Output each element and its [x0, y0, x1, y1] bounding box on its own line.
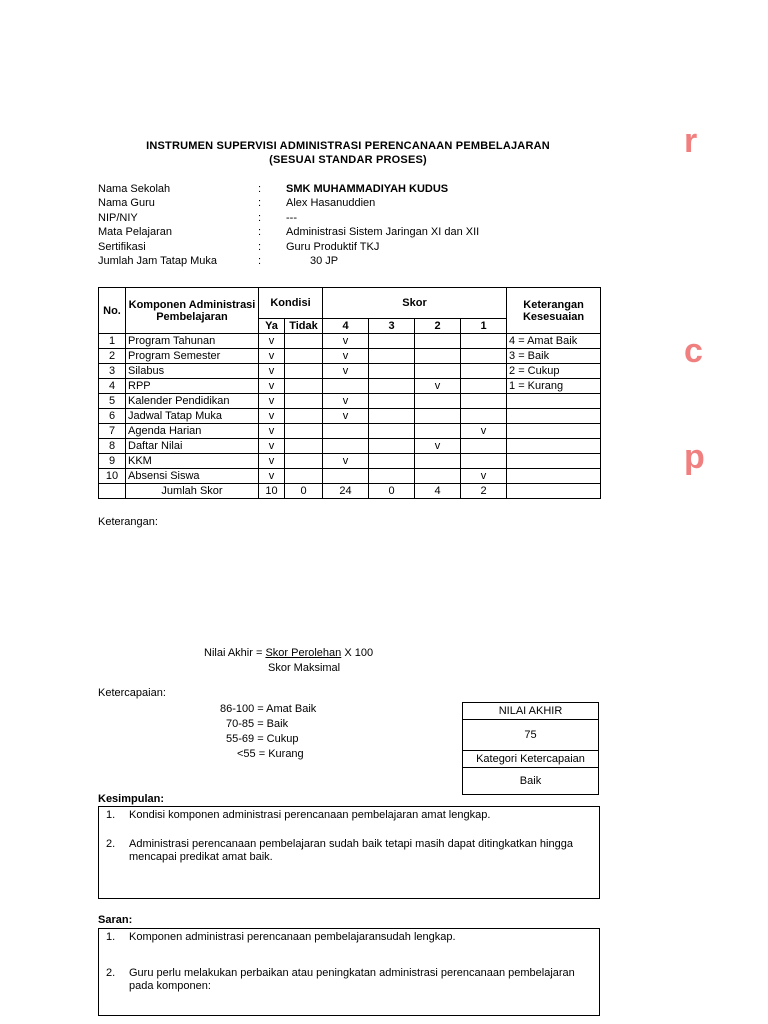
- row-skor-2: [415, 424, 461, 439]
- row-skor-2: v: [415, 379, 461, 394]
- row-tidak: [285, 424, 323, 439]
- row-keterangan: 3 = Baik: [507, 349, 601, 364]
- saran-box: [98, 928, 600, 1016]
- info-value-certification: Guru Produktif TKJ: [286, 241, 380, 253]
- row-skor-2: [415, 454, 461, 469]
- table-row: [99, 424, 601, 439]
- row-skor-4: [323, 439, 369, 454]
- table-row: [99, 409, 601, 424]
- row-skor-1: [461, 349, 507, 364]
- formula-line: [204, 647, 373, 659]
- kategori-label: Kategori Ketercapaian: [463, 751, 599, 768]
- info-label: Nama Sekolah: [98, 183, 171, 195]
- kategori-value: Baik: [463, 768, 599, 795]
- info-colon: :: [258, 212, 262, 224]
- row-komponen: KKM: [126, 454, 259, 469]
- row-skor-4: v: [323, 334, 369, 349]
- total-no-cell: [99, 484, 126, 499]
- row-skor-2: [415, 469, 461, 484]
- info-value-school: SMK MUHAMMADIYAH KUDUS: [286, 183, 449, 195]
- row-ya: v: [259, 379, 285, 394]
- row-skor-4: v: [323, 364, 369, 379]
- table-row: [99, 364, 601, 379]
- side-glyph: p: [684, 438, 705, 476]
- row-skor-4: v: [323, 349, 369, 364]
- row-tidak: [285, 349, 323, 364]
- row-ya: v: [259, 424, 285, 439]
- table-row: [99, 454, 601, 469]
- info-value-subject: Administrasi Sistem Jaringan XI dan XII: [286, 226, 480, 238]
- row-skor-2: v: [415, 439, 461, 454]
- row-tidak: [285, 469, 323, 484]
- header-skor-3: 3: [369, 319, 415, 334]
- item-number: 1.: [106, 931, 116, 943]
- row-ya: v: [259, 439, 285, 454]
- row-ya: v: [259, 394, 285, 409]
- row-komponen: Program Semester: [126, 349, 259, 364]
- total-skor-4: 24: [323, 484, 369, 499]
- row-komponen: Jadwal Tatap Muka: [126, 409, 259, 424]
- row-skor-2: [415, 394, 461, 409]
- row-skor-3: [369, 364, 415, 379]
- total-ya: 10: [259, 484, 285, 499]
- row-no: 2: [99, 349, 126, 364]
- row-tidak: [285, 379, 323, 394]
- row-skor-3: [369, 424, 415, 439]
- info-value-hours: 30 JP: [310, 255, 339, 267]
- ketercapaian-item: 70-85 = Baik: [226, 718, 289, 730]
- row-skor-1: [461, 454, 507, 469]
- row-komponen: RPP: [126, 379, 259, 394]
- row-skor-2: [415, 334, 461, 349]
- nilai-akhir-value: 75: [463, 720, 599, 751]
- total-row: [99, 484, 601, 499]
- table-row: [99, 394, 601, 409]
- row-keterangan: [507, 409, 601, 424]
- info-colon: :: [258, 183, 262, 195]
- row-skor-3: [369, 454, 415, 469]
- nilai-akhir-header: NILAI AKHIR: [463, 703, 599, 720]
- row-skor-1: v: [461, 469, 507, 484]
- row-komponen: Program Tahunan: [126, 334, 259, 349]
- row-komponen: Daftar Nilai: [126, 439, 259, 454]
- row-skor-1: [461, 409, 507, 424]
- row-no: 4: [99, 379, 126, 394]
- row-skor-1: [461, 334, 507, 349]
- row-tidak: [285, 439, 323, 454]
- row-komponen: Absensi Siswa: [126, 469, 259, 484]
- table-row: [99, 379, 601, 394]
- row-keterangan: 1 = Kurang: [507, 379, 601, 394]
- total-skor-1: 2: [461, 484, 507, 499]
- row-skor-1: [461, 379, 507, 394]
- row-skor-3: [369, 409, 415, 424]
- row-skor-1: v: [461, 424, 507, 439]
- row-skor-4: [323, 469, 369, 484]
- info-colon: :: [258, 241, 262, 253]
- info-colon: :: [258, 197, 262, 209]
- info-label: Sertifikasi: [98, 241, 146, 253]
- row-tidak: [285, 334, 323, 349]
- formula-suffix: X 100: [341, 647, 374, 659]
- item-number: 2.: [106, 838, 116, 850]
- row-no: 8: [99, 439, 126, 454]
- nilai-akhir-box: [462, 702, 599, 795]
- row-ya: v: [259, 454, 285, 469]
- total-skor-2: 4: [415, 484, 461, 499]
- formula-denominator: Skor Maksimal: [268, 662, 341, 674]
- kesimpulan-box: [98, 806, 600, 899]
- info-label: NIP/NIY: [98, 212, 138, 224]
- row-skor-4: v: [323, 409, 369, 424]
- header-ya: Ya: [259, 319, 285, 334]
- row-keterangan: [507, 454, 601, 469]
- info-colon: :: [258, 226, 262, 238]
- row-skor-2: [415, 364, 461, 379]
- row-skor-3: [369, 439, 415, 454]
- row-skor-3: [369, 379, 415, 394]
- total-label: Jumlah Skor: [126, 484, 259, 499]
- saran-label: Saran:: [98, 914, 133, 926]
- info-label: Jumlah Jam Tatap Muka: [98, 255, 218, 267]
- total-skor-3: 0: [369, 484, 415, 499]
- info-value-nip: ---: [286, 212, 297, 224]
- header-no: No.: [99, 288, 126, 334]
- row-tidak: [285, 394, 323, 409]
- row-skor-1: [461, 394, 507, 409]
- row-skor-2: [415, 409, 461, 424]
- table-row: [99, 334, 601, 349]
- kesimpulan-label: Kesimpulan:: [98, 793, 165, 805]
- side-glyph: r: [684, 122, 698, 160]
- item-number: 2.: [106, 967, 116, 979]
- header-kondisi: Kondisi: [259, 288, 323, 319]
- row-keterangan: 4 = Amat Baik: [507, 334, 601, 349]
- row-tidak: [285, 364, 323, 379]
- row-komponen: Kalender Pendidikan: [126, 394, 259, 409]
- item-text: Administrasi perencanaan pembelajaran sudah baik tetapi masih dapat ditingkatkan hingga mencapai predikat amat baik.: [129, 838, 573, 863]
- info-colon: :: [258, 255, 262, 267]
- row-no: 9: [99, 454, 126, 469]
- header-skor-2: 2: [415, 319, 461, 334]
- supervision-table: [98, 287, 601, 499]
- item-number: 1.: [106, 809, 116, 821]
- row-no: 1: [99, 334, 126, 349]
- row-ya: v: [259, 334, 285, 349]
- keterangan-label: Keterangan:: [98, 516, 158, 528]
- row-ya: v: [259, 349, 285, 364]
- row-skor-4: [323, 424, 369, 439]
- row-skor-3: [369, 349, 415, 364]
- row-no: 6: [99, 409, 126, 424]
- row-keterangan: [507, 394, 601, 409]
- row-tidak: [285, 409, 323, 424]
- row-skor-3: [369, 334, 415, 349]
- total-keterangan: [507, 484, 601, 499]
- row-skor-4: [323, 379, 369, 394]
- table-row: [99, 439, 601, 454]
- side-glyph: c: [684, 332, 703, 370]
- row-keterangan: 2 = Cukup: [507, 364, 601, 379]
- row-komponen: Agenda Harian: [126, 424, 259, 439]
- row-no: 5: [99, 394, 126, 409]
- item-text: Kondisi komponen administrasi perencanaan pembelajaran amat lengkap.: [129, 809, 491, 821]
- header-komponen: Komponen Administrasi Pembelajaran: [126, 288, 259, 334]
- item-text: Komponen administrasi perencanaan pembelajaransudah lengkap.: [129, 931, 456, 943]
- row-no: 7: [99, 424, 126, 439]
- row-keterangan: [507, 424, 601, 439]
- info-value-teacher: Alex Hasanuddien: [286, 197, 376, 209]
- row-komponen: Silabus: [126, 364, 259, 379]
- document-subtitle: (SESUAI STANDAR PROSES): [269, 154, 427, 166]
- row-skor-3: [369, 394, 415, 409]
- row-skor-4: v: [323, 454, 369, 469]
- row-keterangan: [507, 439, 601, 454]
- row-ya: v: [259, 409, 285, 424]
- ketercapaian-item: 55-69 = Cukup: [226, 733, 299, 745]
- row-ya: v: [259, 364, 285, 379]
- document-title: INSTRUMEN SUPERVISI ADMINISTRASI PERENCANAAN PEMBELAJARAN: [146, 140, 550, 152]
- formula-prefix: Nilai Akhir =: [204, 647, 266, 659]
- ketercapaian-item: <55 = Kurang: [237, 748, 304, 760]
- row-no: 3: [99, 364, 126, 379]
- total-tidak: 0: [285, 484, 323, 499]
- row-skor-3: [369, 469, 415, 484]
- row-tidak: [285, 454, 323, 469]
- item-text: Guru perlu melakukan perbaikan atau peningkatan administrasi perencanaan pembelajaran pada komponen:: [129, 967, 575, 992]
- ketercapaian-label: Ketercapaian:: [98, 687, 166, 699]
- formula-numerator: Skor Perolehan: [265, 647, 342, 659]
- row-skor-1: [461, 439, 507, 454]
- info-label: Mata Pelajaran: [98, 226, 172, 238]
- row-skor-2: [415, 349, 461, 364]
- ketercapaian-item: 86-100 = Amat Baik: [220, 703, 317, 715]
- header-skor: Skor: [323, 288, 507, 319]
- header-skor-1: 1: [461, 319, 507, 334]
- table-row: [99, 469, 601, 484]
- header-keterangan: Keterangan Kesesuaian: [507, 288, 601, 334]
- row-no: 10: [99, 469, 126, 484]
- row-ya: v: [259, 469, 285, 484]
- header-tidak: Tidak: [285, 319, 323, 334]
- row-keterangan: [507, 469, 601, 484]
- row-skor-1: [461, 364, 507, 379]
- table-row: [99, 349, 601, 364]
- header-skor-4: 4: [323, 319, 369, 334]
- row-skor-4: v: [323, 394, 369, 409]
- info-label: Nama Guru: [98, 197, 155, 209]
